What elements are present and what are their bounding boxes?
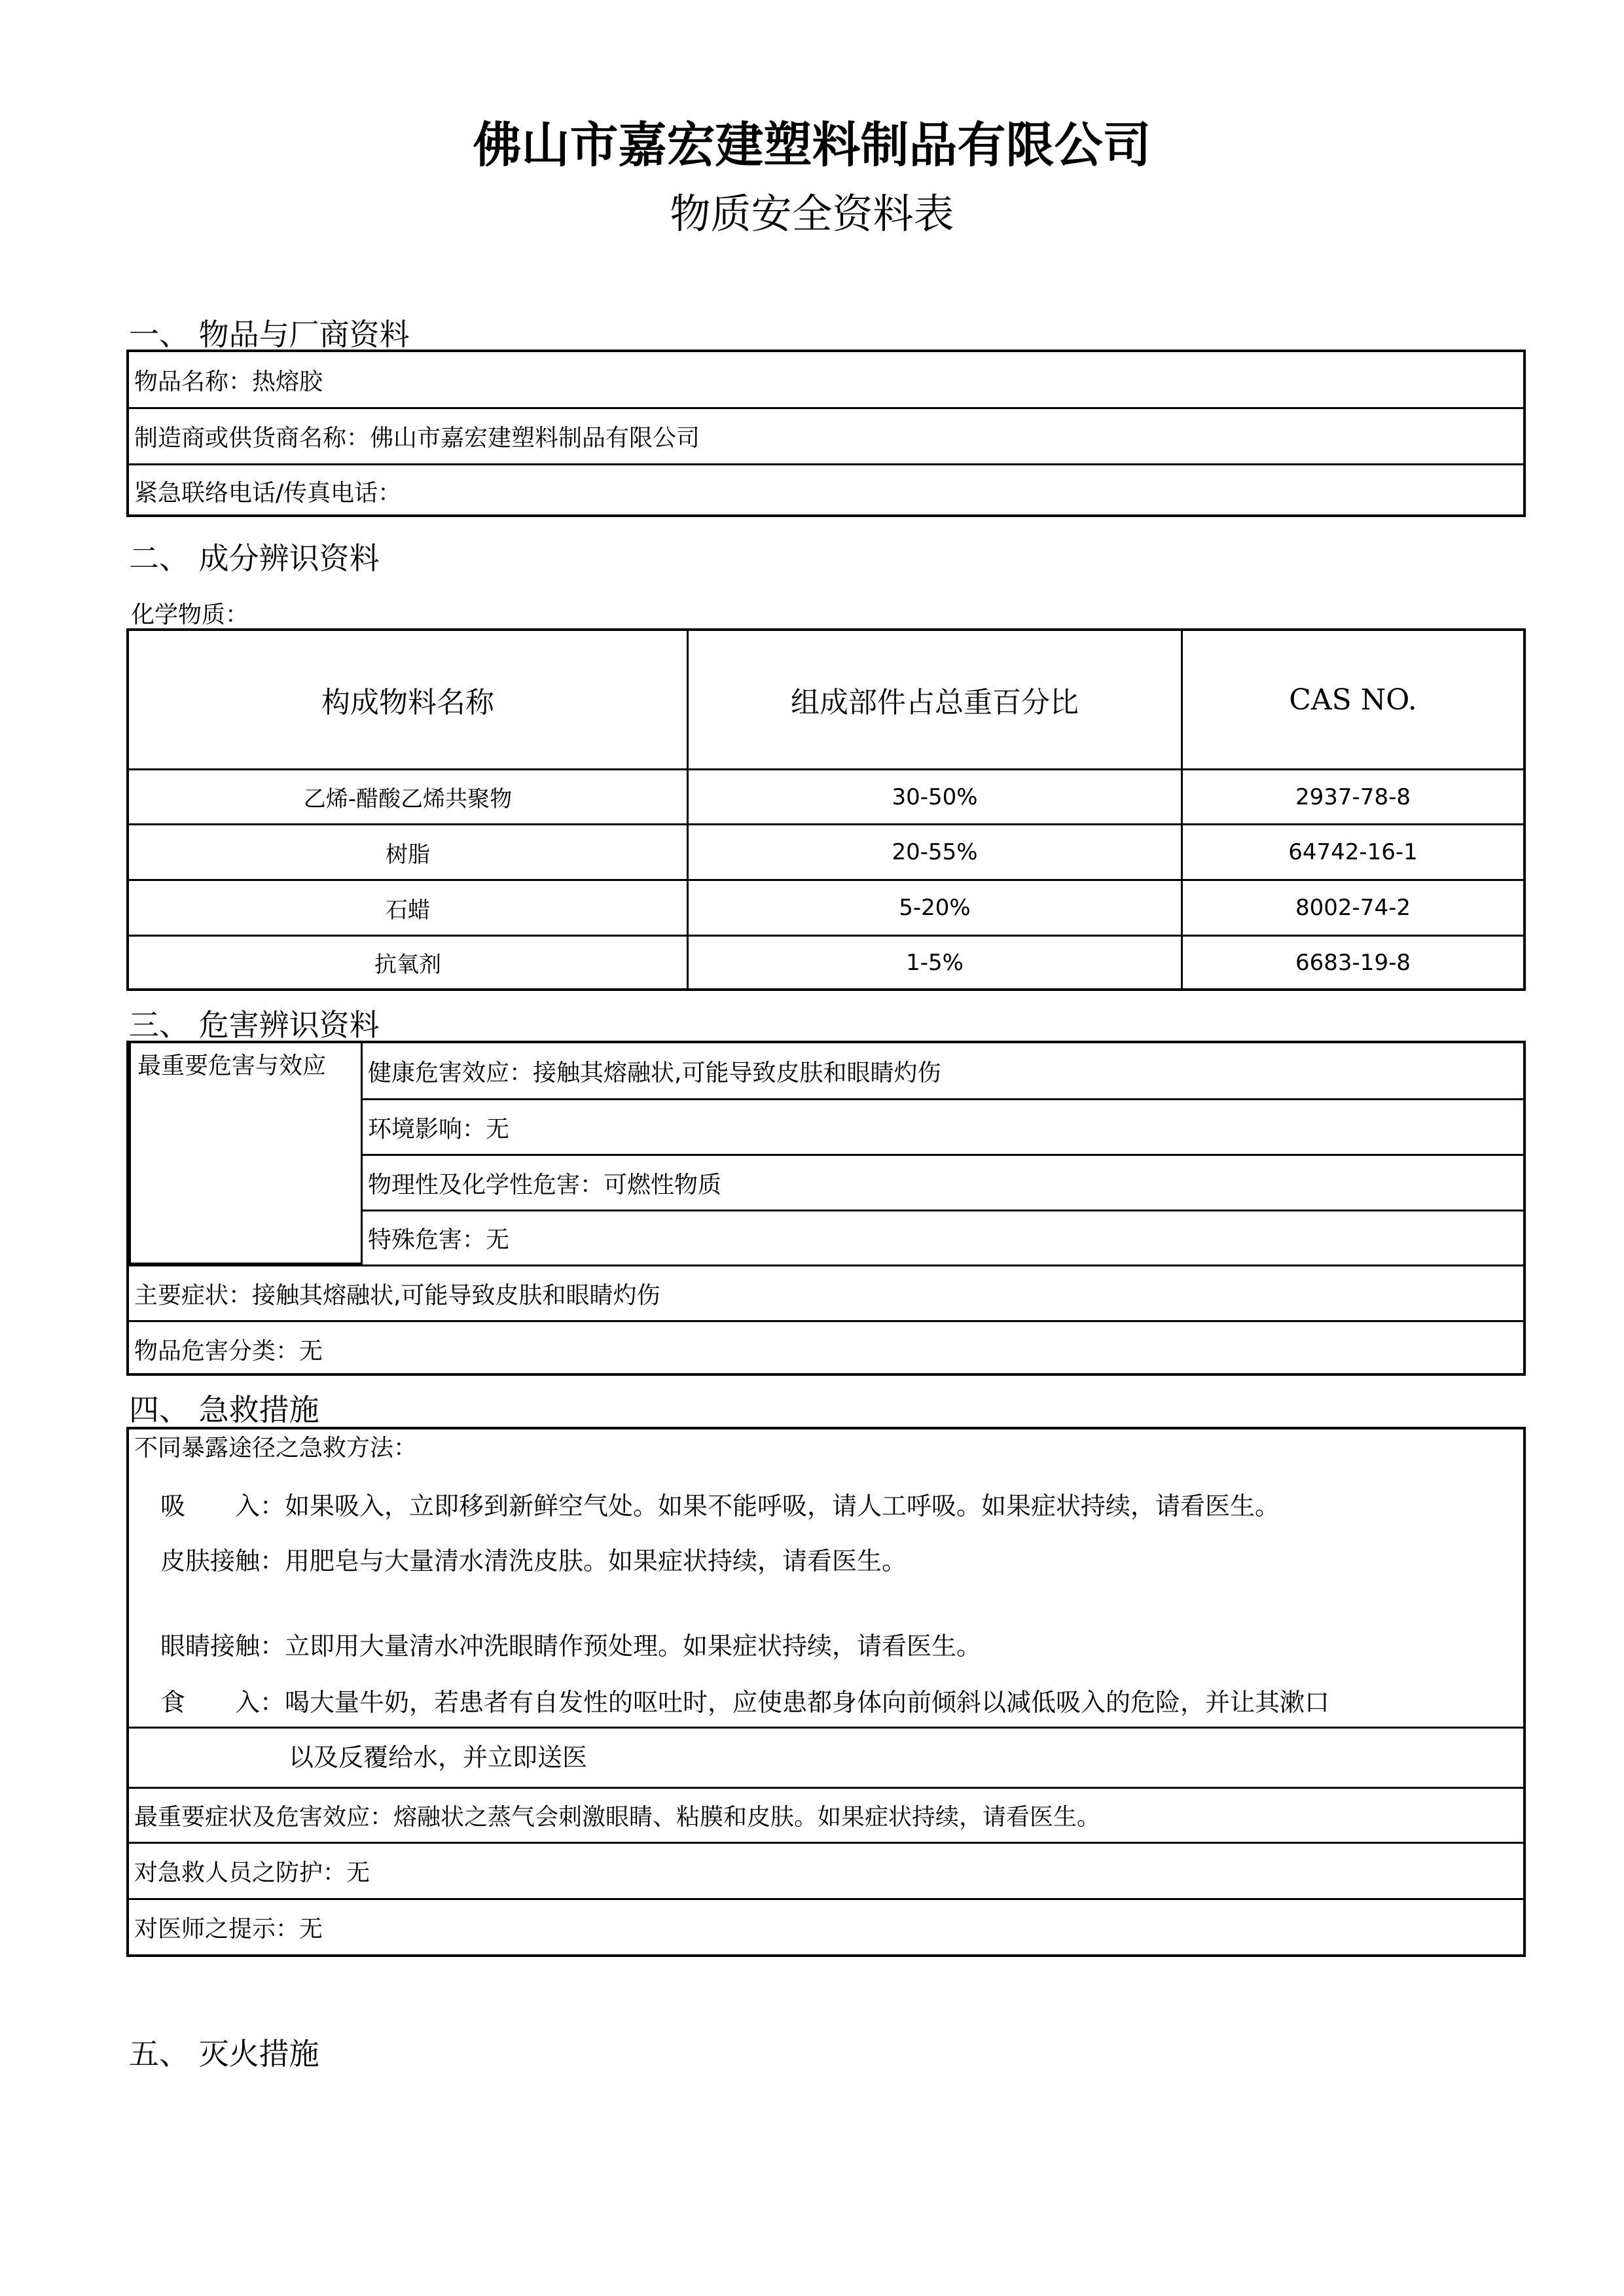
composition-table bbox=[126, 628, 1526, 991]
section1-table bbox=[126, 350, 1526, 517]
material-name: 石蜡 bbox=[386, 897, 430, 924]
col-header-percentage: 组成部件占总重百分比 bbox=[791, 686, 1079, 719]
material-name: 树脂 bbox=[386, 841, 430, 868]
physician-note-row: 对医师之提示：无 bbox=[129, 1898, 1523, 1954]
material-cas: 2937-78-8 bbox=[1295, 783, 1411, 810]
section5-heading: 五、 灭火措施 bbox=[129, 2036, 319, 2072]
first-aid-table bbox=[126, 1427, 1526, 1957]
inhalation-line: 吸 入：如果吸入，立即移到新鲜空气处。如果不能呼吸，请人工呼吸。如果症状持续，请看医生。 bbox=[160, 1492, 1280, 1520]
material-percentage: 20-55% bbox=[892, 839, 978, 865]
eye-contact-line: 眼睛接触：立即用大量清水冲洗眼睛作预处理。如果症状持续，请看医生。 bbox=[160, 1632, 982, 1660]
material-cas: 64742-16-1 bbox=[1288, 839, 1418, 865]
emergency-phone-row: 紧急联络电话/传真电话： bbox=[129, 463, 1523, 517]
material-percentage: 30-50% bbox=[892, 783, 978, 810]
material-cas: 8002-74-2 bbox=[1295, 895, 1411, 921]
material-percentage: 1-5% bbox=[906, 949, 964, 976]
key-symptoms-row: 最重要症状及危害效应：熔融状之蒸气会刺激眼睛、粘膜和皮肤。如果症状持续，请看医生。 bbox=[129, 1787, 1523, 1842]
special-hazard-row: 特殊危害：无 bbox=[363, 1210, 1523, 1265]
section1-heading: 一、 物品与厂商资料 bbox=[129, 317, 410, 352]
chemical-label: 化学物质： bbox=[131, 601, 249, 628]
material-percentage: 5-20% bbox=[899, 895, 971, 921]
hazard-group-label: 最重要危害与效应 bbox=[137, 1052, 327, 1079]
hazard-class-row: 物品危害分类：无 bbox=[129, 1320, 1523, 1376]
manufacturer-row: 制造商或供货商名称：佛山市嘉宏建塑料制品有限公司 bbox=[129, 407, 1523, 463]
material-name: 乙烯-醋酸乙烯共聚物 bbox=[303, 786, 513, 812]
ingestion-continuation: 以及反覆给水，并立即送医 bbox=[289, 1743, 588, 1772]
environment-row: 环境影响：无 bbox=[363, 1098, 1523, 1154]
col-header-material: 构成物料名称 bbox=[321, 686, 494, 719]
physical-hazard-row: 物理性及化学性危害：可燃性物质 bbox=[363, 1154, 1523, 1210]
section2-heading: 二、 成分辨识资料 bbox=[129, 541, 380, 576]
company-title: 佛山市嘉宏建塑料制品有限公司 bbox=[473, 117, 1151, 173]
hazard-group-items bbox=[363, 1043, 1523, 1265]
skin-contact-line: 皮肤接触：用肥皂与大量清水清洗皮肤。如果症状持续，请看医生。 bbox=[160, 1547, 907, 1575]
ingestion-line: 食 入：喝大量牛奶，若患者有自发性的呕吐时，应使患都身体向前倾斜以减低吸入的危险，并让其漱口 bbox=[160, 1688, 1330, 1717]
col-header-cas: CAS NO. bbox=[1289, 683, 1417, 717]
product-name-row: 物品名称：热熔胶 bbox=[134, 368, 323, 395]
main-symptoms-row: 主要症状：接触其熔融状,可能导致皮肤和眼睛灼伤 bbox=[129, 1265, 1523, 1320]
hazard-group-cell bbox=[129, 1043, 363, 1265]
first-aid-intro: 不同暴露途径之急救方法： bbox=[134, 1435, 418, 1462]
hazard-table bbox=[126, 1041, 1526, 1376]
section4-heading: 四、 急救措施 bbox=[129, 1392, 319, 1427]
rescuer-protection-row: 对急救人员之防护：无 bbox=[129, 1842, 1523, 1898]
health-hazard-row: 健康危害效应：接触其熔融状,可能导致皮肤和眼睛灼伤 bbox=[368, 1059, 941, 1086]
document-title: 物质安全资料表 bbox=[670, 190, 954, 238]
material-cas: 6683-19-8 bbox=[1295, 949, 1411, 976]
material-name: 抗氧剂 bbox=[374, 952, 441, 978]
section3-heading: 三、 危害辨识资料 bbox=[129, 1007, 380, 1043]
